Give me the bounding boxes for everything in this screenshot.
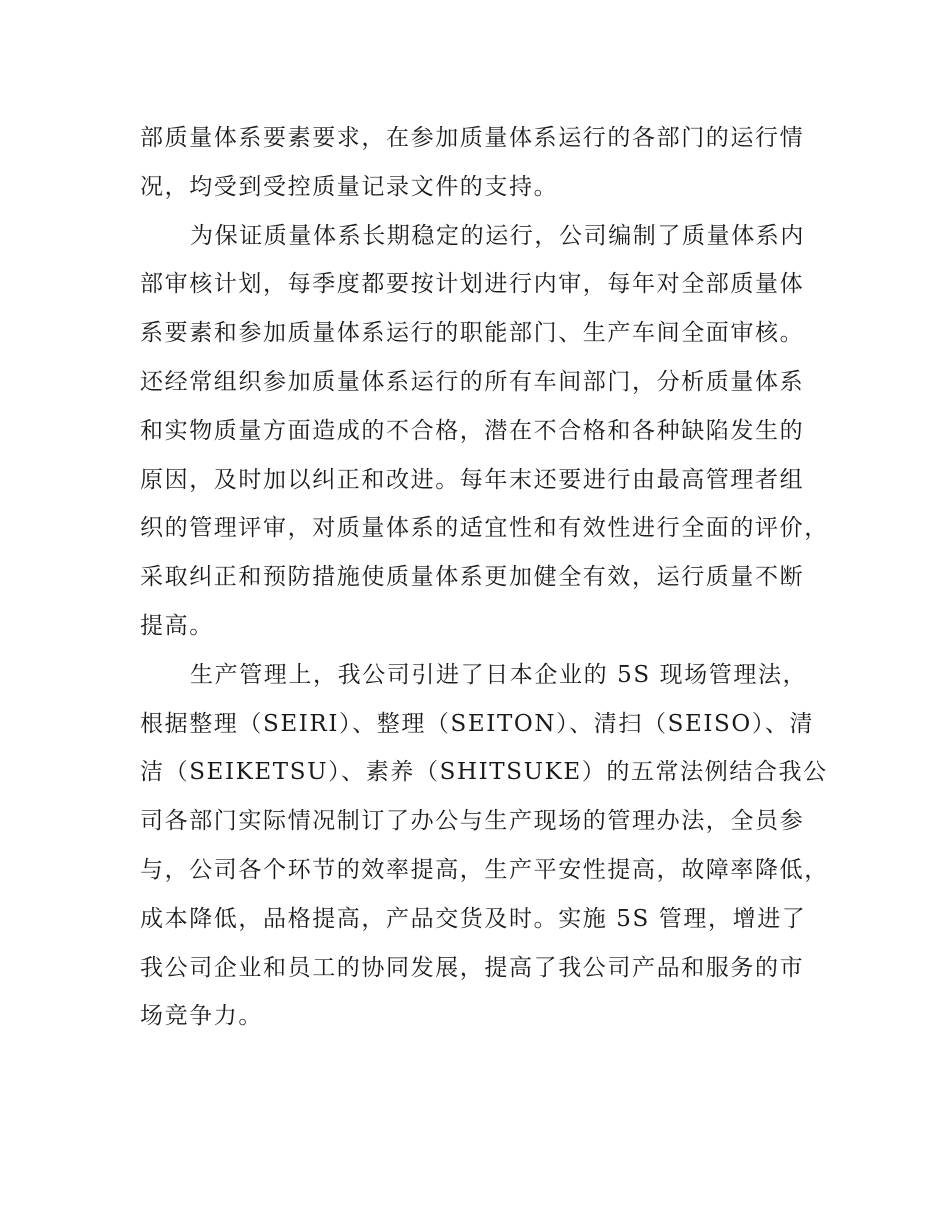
text-line: 况，均受到受控质量记录文件的支持。 (140, 173, 559, 200)
text-line: 司各部门实际情况制订了办公与生产现场的管理办法，全员参 (140, 808, 805, 835)
text-line: 场竞争力。 (140, 1003, 263, 1030)
text-line: 提高。 (140, 612, 214, 639)
text-line: 采取纠正和预防措施使质量体系更加健全有效，运行质量不断 (140, 564, 805, 591)
document-body (140, 114, 829, 1041)
text-line: 系要素和参加质量体系运行的职能部门、生产车间全面审核。 (140, 320, 805, 347)
text-line: 原因，及时加以纠正和改进。每年末还要进行由最高管理者组 (140, 466, 805, 493)
text-line: 和实物质量方面造成的不合格，潜在不合格和各种缺陷发生的 (140, 417, 805, 444)
text-line: 部质量体系要素要求，在参加质量体系运行的各部门的运行情 (140, 125, 805, 151)
text-line: 根据整理（SEIRI）、整理（SEITON）、清扫（SEISO）、清 (140, 710, 815, 737)
text-line: 我公司企业和员工的协同发展，提高了我公司产品和服务的市 (140, 954, 805, 981)
text-line: 与，公司各个环节的效率提高，生产平安性提高，故障率降低， (140, 856, 829, 883)
paragraph-2 (140, 212, 829, 651)
text-line: 部审核计划，每季度都要按计划进行内审，每年对全部质量体 (140, 271, 805, 298)
text-line: 还经常组织参加质量体系运行的所有车间部门，分析质量体系 (140, 368, 805, 395)
text-line: 生产管理上，我公司引进了日本企业的 5S 现场管理法， (190, 661, 808, 688)
paragraph-3 (140, 651, 829, 1041)
text-line: 织的管理评审，对质量体系的适宜性和有效性进行全面的评价， (140, 515, 829, 542)
paragraph-1 (140, 114, 820, 212)
text-line: 成本降低，品格提高，产品交货及时。实施 5S 管理，增进了 (140, 905, 807, 932)
text-line: 为保证质量体系长期稳定的运行，公司编制了质量体系内 (190, 222, 805, 249)
text-line: 洁（SEIKETSU）、素养（SHITSUKE）的五常法例结合我公 (140, 759, 828, 786)
